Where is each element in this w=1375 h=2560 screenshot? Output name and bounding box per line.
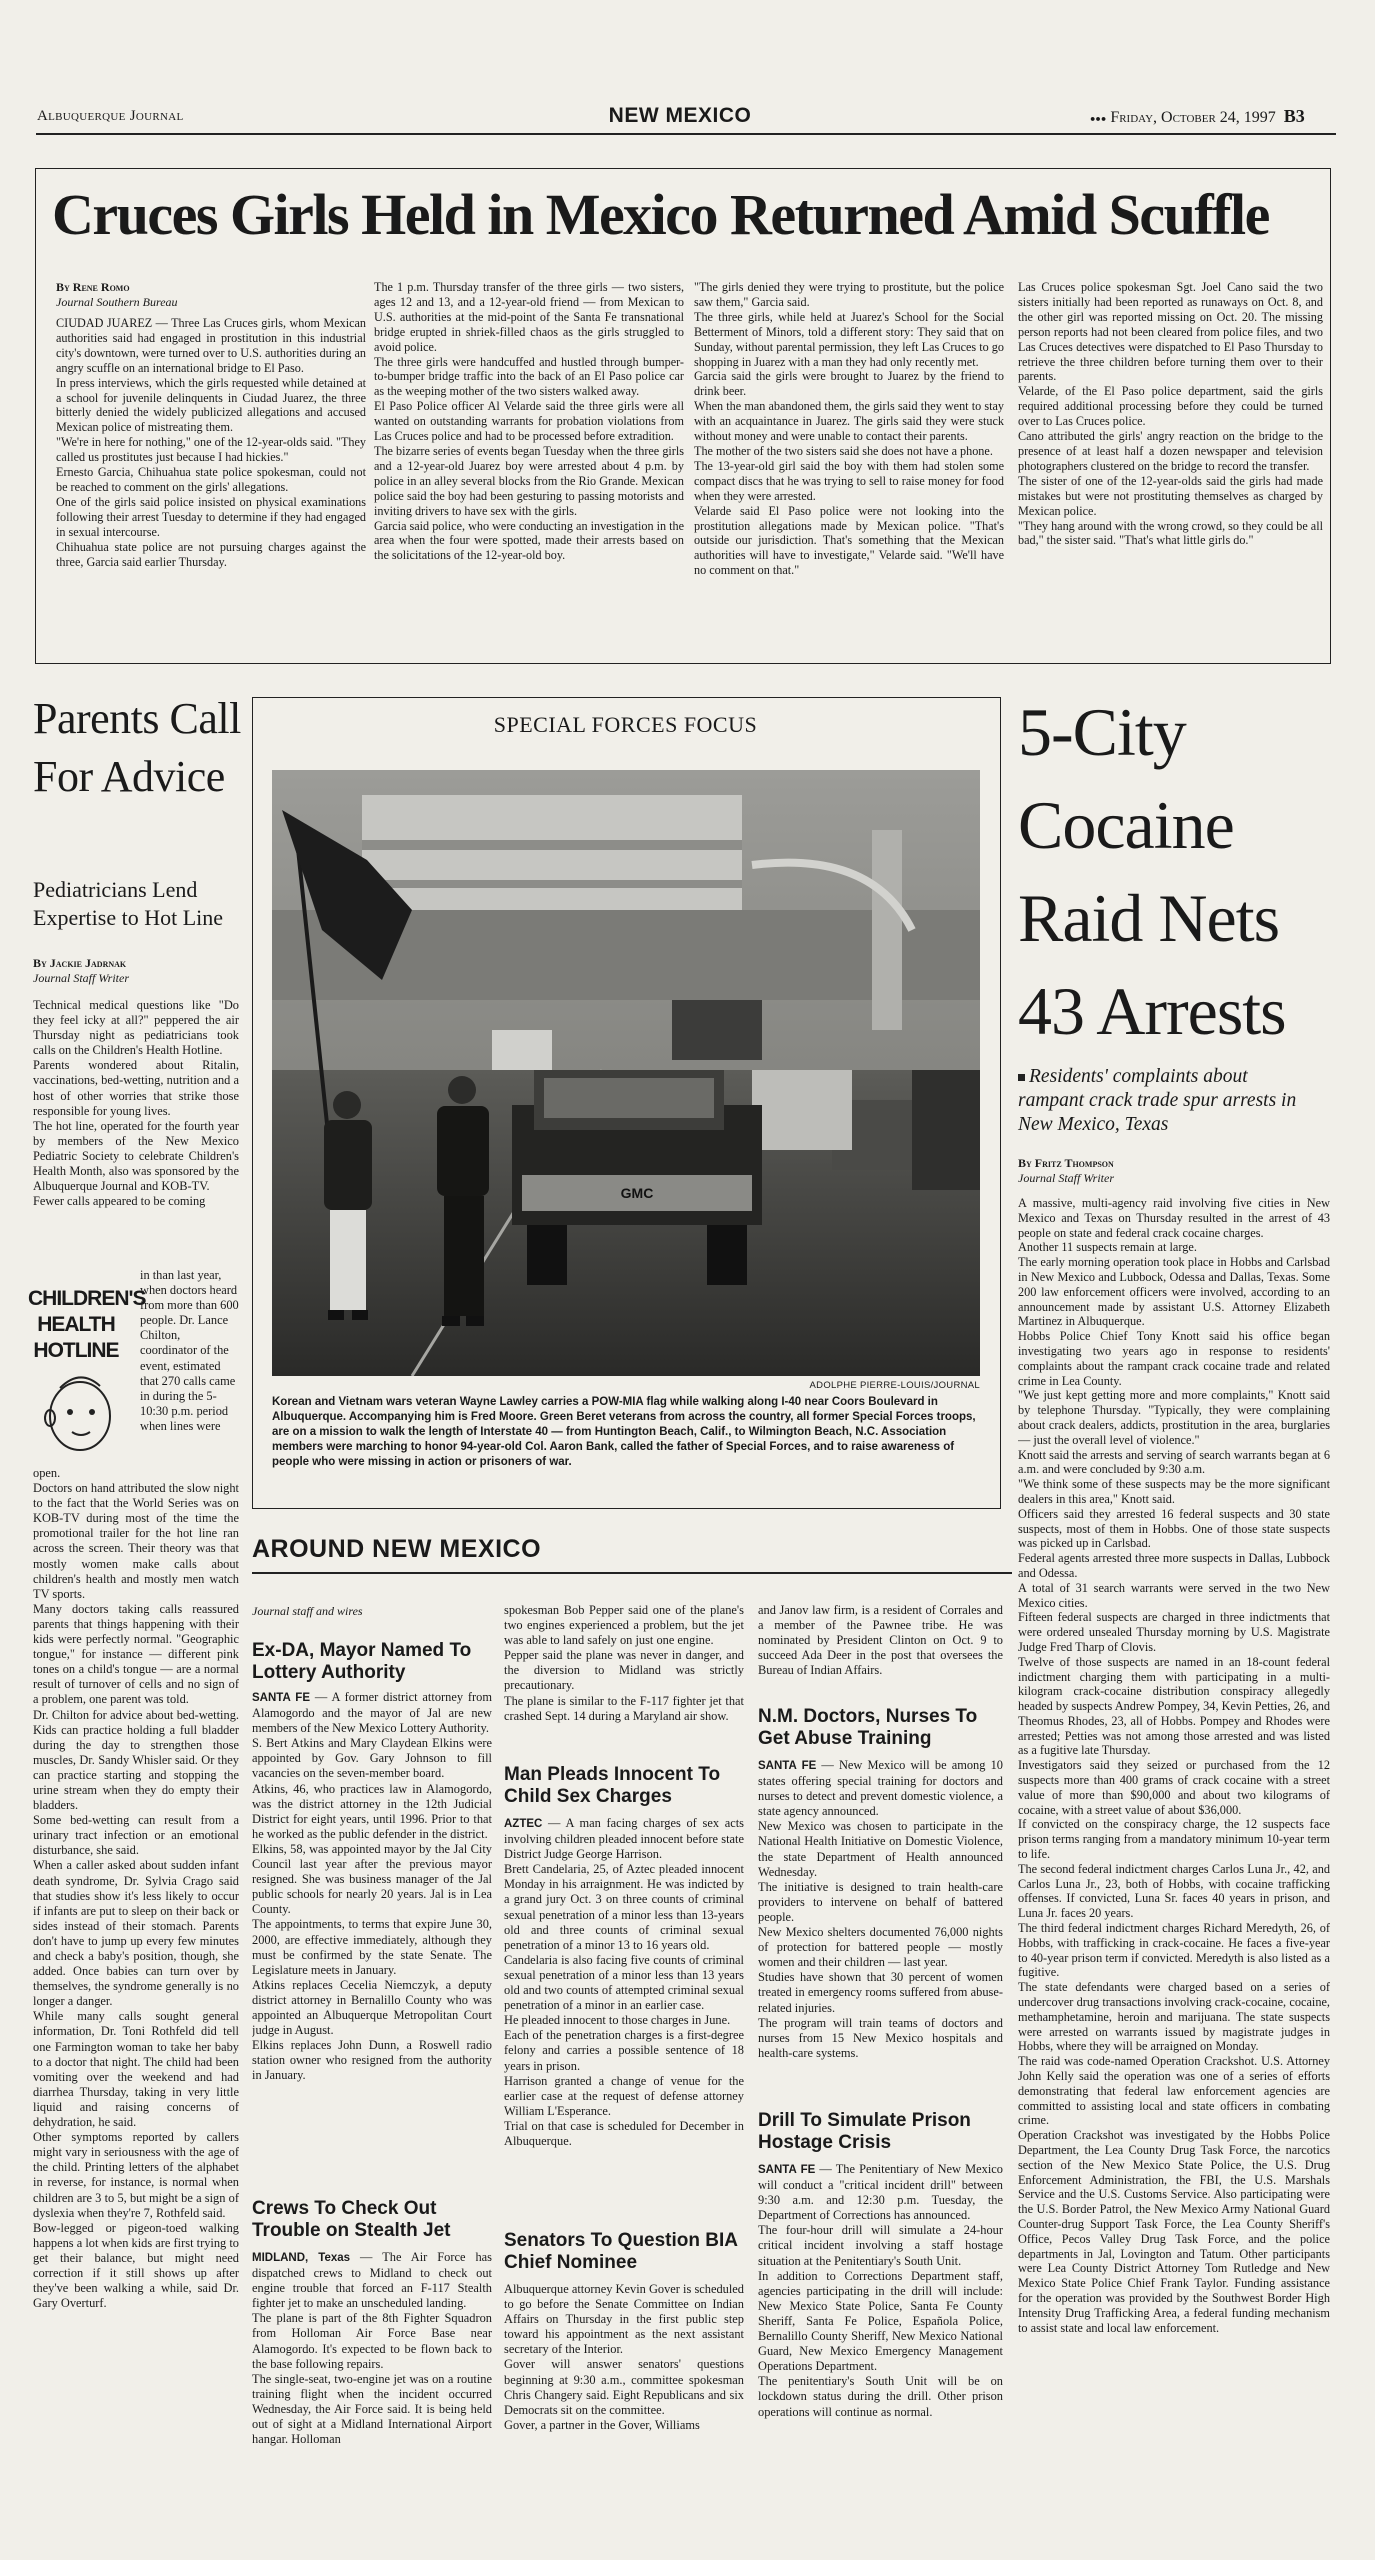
- baby-face-icon: [40, 1366, 120, 1458]
- brief5-text: — New Mexico will be among 10 states offering special training for doctors and nurses to detect and prevent domestic violence, a state agency announced. New Mexico was chosen to participate in the National Health Initiative on Domestic Violence, the state Department of Health announced Wednesday. The initiative is designed to train health-care providers to intervene on behalf of battered people. New Mexico shelters documented 76,000 nights of protection for battered people — mostly women and their children — last year. Studies have shown that 30 percent of women treated in emergency rooms suffered from abuse-related injuries. The program will train teams of doctors and nurses from 15 New Mexico hospitals and health-care systems.: [758, 1758, 1003, 2060]
- section-name: NEW MEXICO: [608, 104, 752, 127]
- story1-col4: Las Cruces police spokesman Sgt. Joel Cano said the two sisters initially had been reported as runaways on Oct. 8, and the other girl was reported missing on Oct. 20. The missing person reports had not been cleared from police files, and two Las Cruces detectives were dispatched to El Paso Thursday to retrieve the three children before turning them over to their parents. Velarde, of the El Paso police department, said the girls required additional processing before they could be turned over to Las Cruces police. Cano attributed the girls' angry reaction on the bridge to the presence of at least half a dozen newspaper and television photographers clustered on the bridge to record the transfer. The sister of one of the 12-year-olds said the girls had made mistakes but were not prostituting themselves as charged by Mexican police. "They hang around with the wrong crowd, so they could be all bad," the sister said. "That's what little girls do.": [1018, 280, 1323, 548]
- brief5-body: [758, 1758, 1003, 2098]
- brief6-dateline: SANTA FE: [758, 2164, 816, 2176]
- brief6-text: — The Penitentiary of New Mexico will conduct a "critical incident drill" between 9:30 a.m. and 12:30 p.m. Tuesday, the Department of Corrections has announced. The four-hour drill will simulate a 24-hour critical incident involving a staff hostage situation at the Penitentiary's South Unit. In addition to Corrections Department staff, agencies participating in the drill will include: New Mexico State Police, Santa Fe County Sheriff, Santa Fe Police, Española Police, Bernalillo County Sheriff, New Mexico National Guard, New Mexico Emergency Management Operations Department. The penitentiary's South Unit will be on lockdown status during the drill. Other prison operations will continue as normal.: [758, 2162, 1003, 2419]
- page-number: B3: [1283, 106, 1305, 126]
- story1-author-title: Journal Southern Bureau: [56, 295, 178, 309]
- brief6-body: [758, 2162, 1003, 2534]
- brief2-continued: spokesman Bob Pepper said one of the plane's two engines experienced a problem, but the jet was able to land safely on just one engine. Pepper said the plane was never in danger, and the diversion to Midland was strictly precautionary. The plane is similar to the F-117 fighter jet that crashed Sept. 14 during a Maryland air show.: [504, 1603, 744, 1723]
- story2-byline: [33, 956, 243, 985]
- story2-author: By Jackie Jadrnak: [33, 956, 127, 970]
- story3-author: By Fritz Thompson: [1018, 1156, 1114, 1170]
- around-staff: Journal staff and wires: [252, 1604, 363, 1618]
- story2-text-top: Technical medical questions like "Do they feel icky at all?" peppered the air Thursday night as pediatricians took calls on the Children's Health Hotline. Parents wondered about Ritalin, vaccinations, bed-wetting, nutrition and a host of other worries that strike those responsible for young lives. The hot line, operated for the fourth year by members of the New Mexico Pediatric Society to celebrate Children's Health Month, also was sponsored by the Albuquerque Journal and KOB-TV. Fewer calls appeared to be coming: [33, 998, 239, 1209]
- story3-deck-text: Residents' complaints about rampant crack trade spur arrests in New Mexico, Texas: [1018, 1066, 1297, 1135]
- story3-body: A massive, multi-agency raid involving five cities in New Mexico and Texas on Thursday resulted in the arrest of 43 people on state and federal crack cocaine charges. Another 11 suspects remain at large. The early morning operation took place in Hobbs and Carlsbad in New Mexico and Lubbock, Odessa and Dallas, Texas. Some 200 law enforcement officers were involved, according to an announcement made by assistant U.S. Attorney Elizabeth Martinez in Albuquerque. Hobbs Police Chief Tony Knott said his office began investigating two years ago in response to residents' complaints about the rampant crack cocaine trade and related crime in Lea County. "We just kept getting more and more complaints," Knott said by telephone Thursday. "Typically, they were complaining about crack dealers, addicts, prostitution in the area, burglaries — just the overall level of violence." Knott said the arrests and serving of search warrants began at 6 a.m. and were concluded by 9:30 a.m. "We think some of these suspects may be the more significant dealers in this area," Knott said. Officers said they arrested 16 federal suspects and 30 state suspects, most of them in Hobbs. One of those state suspects was picked up in Carlsbad. Federal agents arrested three more suspects in Dallas, Lubbock and Odessa. A total of 31 search warrants were served in the two New Mexico cities. Fifteen federal suspects are charged in three indictments that were ordered unsealed Thursday morning by U.S. Magistrate Judge Fred Tharp of Clovis. Twelve of those suspects are named in an 18-count federal indictment charging them with participating in a multi-kilogram crack-cocaine distribution conspiracy allegedly headed by suspects Andrew Pompey, 34, Kevin Petties, 26, and Theomus Rhodes, 23, all of Hobbs. Pompey and Rhodes were arrested; Petties was not among those arrested and was listed as a fugitive late Thursday. Investigators said they seized or purchased from the 12 suspects more than 400 grams of crack cocaine with a street value of more than $90,000 and about two kilograms of cocaine, with a street value of about $36,000. If convicted on the conspiracy charge, the 12 suspects face prison terms ranging from a mandatory minimum 10-year term to life. The second federal indictment charges Carlos Luna Jr., 42, and Carlos Luna Jr., 23, both of Hobbs, with cocaine trafficking offenses. If convicted, Luna Sr. faces 40 years in prison, and Luna Jr. faces 20 years. The third federal indictment charges Richard Meredyth, 26, of Hobbs, with trafficking in crack-cocaine. He faces a five-year to 40-year prison term if convicted. Meredyth is also listed as a fugitive. The state defendants were charged based on a series of undercover drug transactions involving crack-cocaine, cocaine, methamphetamine, heroin and marijuana. The state suspects were arrested on warrants issued by magistrate judges in Hobbs, where they will be arraigned on Monday. The raid was code-named Operation Crackshot. U.S. Attorney John Kelly said the operation was one of a series of efforts demonstrating that federal law enforcement agencies are committed to assisting local and state officers in combating crime. Operation Crackshot was investigated by the Hobbs Police Department, the Lea County Drug Task Force, the narcotics section of the New Mexico State Police, the U.S. Drug Enforcement Administration, the FBI, the U.S. Marshals Service and the U.S. Customs Service. Also participating were the U.S. Border Patrol, the New Mexico Army National Guard Counter-drug Support Task Force, the Lea County Sheriff's Office, Pecos Valley Drug Task Force, and the police departments in Jal, Lovington and Tatum. Other participants were Lea County District Attorney Tom Rutledge and New Mexico State Police Chief Frank Taylor. Funding assistance for the operation was provided by the Southwest Border High Intensity Drug Trafficking Area, a federal funding mechanism to assist state and local law enforcement.: [1018, 1196, 1330, 2335]
- story1-byline: [56, 280, 366, 309]
- brief3-headline: Man Pleads Innocent To Child Sex Charges: [504, 1764, 721, 1807]
- story1-headline: Cruces Girls Held in Mexico Returned Amid Scuffle: [52, 182, 1269, 247]
- brief6-headline: Drill To Simulate Prison Hostage Crisis: [758, 2110, 971, 2153]
- photo-caption: Korean and Vietnam wars veteran Wayne Lawley carries a POW-MIA flag while walking along I-40 near Coors Boulevard in Albuquerque. Accompanying him is Fred Moore. Green Beret veterans from across the country, all former Special Forces troops, are on a mission to walk the length of Interstate 40 — from Huntington Beach, Calif., to Wilmington Beach, N.C. Association members were marching to honor 94-year-old Col. Aaron Bank, called the father of Special Forces, and to raise awareness of people who were missing in action or prisoners of war.: [272, 1396, 976, 1468]
- brief1-text: — A former district attorney from Alamogordo and the mayor of Jal are new members of the New Mexico Lottery Authority. S. Bert Atkins and Mary Claydean Elkins were appointed by Gov. Gary Johnson to fill vacancies on the seven-member board. Atkins, 46, who practices law in Alamogordo, was the district attorney in the 12th Judicial District for eight years, until 1996. Prior to that he worked as the public defender in the district. Elkins, 58, was appointed mayor by the Jal City Council last year after the previous mayor resigned. She was business manager of the Jal public schools for nearly 20 years. Jal is in Lea County. The appointments, to terms that expire June 30, 2000, are effective immediately, although they must be confirmed by the state Senate. The Legislature meets in January. Atkins replaces Cecelia Niemczyk, a deputy district attorney in Bernalillo County who was appointed an Albuquerque Metropolitan Court judge in August. Elkins replaces John Dunn, a Roswell radio station owner who resigned from the authority in January.: [252, 1690, 492, 2083]
- around-rule: [252, 1572, 1012, 1574]
- photo-credit: ADOLPHE PIERRE-LOUIS/JOURNAL: [809, 1380, 980, 1391]
- story2-text-wrap: in than last year, when doctors heard from more than 600 people. Dr. Lance Chilton, coordinator of the event, estimated that 270 calls came in during the 5-10:30 p.m. period when lines were: [140, 1268, 239, 1433]
- issue-date: Friday, October 24, 1997: [1110, 109, 1276, 126]
- story3-headline: 5-City Cocaine Raid Nets 43 Arrests: [1018, 694, 1286, 1049]
- story2-subhead: Pediatricians Lend Expertise to Hot Line: [33, 877, 224, 930]
- brief3-dateline: AZTEC: [504, 1818, 543, 1830]
- header-dateline: [1090, 106, 1305, 127]
- story1-col2: The 1 p.m. Thursday transfer of the three girls — two sisters, ages 12 and 13, and a 12-year-old friend — from Mexican to U.S. authorities at the mid-point of the Santa Fe transnational bridge erupted in shriek-filled chaos as the girls struggled to avoid police. The three girls were handcuffed and hustled through bumper-to-bumper bridge traffic into the back of an El Paso police car as the weeping mother of the two sisters walked away. El Paso Police officer Al Velarde said the three girls were all wanted on outstanding warrants for probation violations from Las Cruces police and had to be processed before extradition. The bizarre series of events began Tuesday when the three girls and a 12-year-old Juarez boy were arrested about 4 p.m. by police in an alley several blocks from the Rio Grande. Mexican police said the boy had been gesturing to passing motorists and inviting drivers to have sex with the girls. Garcia said police, who were conducting an investigation in the area when the four were spotted, made their arrests based on the solicitations of the 12-year-old boy.: [374, 280, 684, 563]
- hotline-logo-text: CHILDREN'S HEALTH HOTLINE: [28, 1287, 146, 1362]
- brief2-headline: Crews To Check Out Trouble on Stealth Jet: [252, 2198, 451, 2241]
- brief3-text: — A man facing charges of sex acts involving children pleaded innocent before state District Judge George Harrison. Brett Candelaria, 25, of Aztec pleaded innocent Monday in his arraignment. He was indicted by a grand jury Oct. 3 on three counts of criminal sexual penetration of a minor less than 13-years old and three counts of criminal sexual penetration of a minor 13 to 16 years old. Candelaria is also facing five counts of criminal sexual penetration of a minor less than 13 years old and two counts of attempted criminal sexual penetration of a minor in an earlier case. He pleaded innocent to those charges in June. Each of the penetration charges is a first-degree felony and carries a possible sentence of 18 years in prison. Harrison granted a change of venue for the earlier case at the request of defense attorney William L'Esperance. Trial on that case is scheduled for December in Albuquerque.: [504, 1816, 744, 2148]
- brief4-headline: Senators To Question BIA Chief Nominee: [504, 2230, 738, 2273]
- story3-author-title: Journal Staff Writer: [1018, 1171, 1114, 1185]
- brief2-dateline: MIDLAND, Texas: [252, 2252, 351, 2264]
- brief5-dateline: SANTA FE: [758, 1760, 817, 1772]
- story2-headline: Parents Call For Advice: [33, 694, 241, 801]
- story3-deck: [1018, 1065, 1318, 1137]
- brief1-dateline: SANTA FE: [252, 1692, 310, 1704]
- story2-author-title: Journal Staff Writer: [33, 971, 129, 985]
- brief4-body: Albuquerque attorney Kevin Gover is scheduled to go before the Senate Committee on Indian Affairs on Thursday in the first public step toward his appointment as the next assistant secretary of the Interior. Gover will answer senators' questions beginning at 9:30 a.m., committee spokesman Chris Changery said. Eight Republicans and six Democrats sit on the committee. Gover, a partner in the Gover, Williams: [504, 2282, 744, 2432]
- story1-col1: CIUDAD JUAREZ — Three Las Cruces girls, whom Mexican authorities said had engaged in prostitution in this industrial city's downtown, were turned over to U.S. authorities during an angry scuffle on an international bridge to El Paso. In press interviews, which the girls requested while detained at a school for juvenile delinquents in Ciudad Juarez, the three bitterly denied the widely publicized allegations and accused Mexican police of mistreating them. "We're in here for nothing," one of the 12-year-olds said. "They called us prostitutes just because I had hickies." Ernesto Garcia, Chihuahua state police spokesman, could not be reached to comment on the girls' allegations. One of the girls said police insisted on physical examinations following their arrest Tuesday to determine if they had engaged in sexual intercourse. Chihuahua state police are not pursuing charges against the three, Garcia said earlier Thursday.: [56, 316, 366, 569]
- header-dots: ●●●: [1090, 113, 1107, 124]
- header-rule: [36, 133, 1336, 135]
- brief4-continued: and Janov law firm, is a resident of Corrales and a member of the Pawnee tribe. He was nominated by President Clinton on Oct. 9 to succeed Ada Deer in the post that oversees the Bureau of Indian Affairs.: [758, 1603, 1003, 1678]
- brief2-body: [252, 2250, 492, 2536]
- deck-bullet-icon: [1018, 1074, 1025, 1081]
- brief1-body: [252, 1690, 492, 2160]
- story1-author: By Rene Romo: [56, 280, 130, 294]
- brief1-headline: Ex-DA, Mayor Named To Lottery Authority: [252, 1640, 472, 1683]
- brief3-body: [504, 1816, 744, 2218]
- brief2-text: — The Air Force has dispatched crews to Midland to check out engine trouble that forced an F-117 Stealth fighter jet to make an unscheduled landing. The plane is part of the 8th Fighter Squadron from Holloman Air Force Base near Alamogordo. It's expected to be flown back to the base following repairs. The single-seat, two-engine jet was on a routine training flight when the incident occurred Wednesday, the Air Force said. It is being held out of sight at a Midland International Airport hangar. Holloman: [252, 2250, 492, 2447]
- story1-col3: "The girls denied they were trying to prostitute, but the police saw them," Garcia said. The three girls, while held at Juarez's School for the Social Betterment of Minors, told a different story: They said that on Sunday, without parental permission, they left Las Cruces to go shopping in Juarez with a man they had only recently met. Garcia said the girls were brought to Juarez by the friend to drink beer. When the man abandoned them, the girls said they went to stay with an acquaintance in Juarez. The girls said they were stuck without money and were unable to contact their parents. The mother of the two sisters said she does not have a phone. The 13-year-old girl said the boy with them had stolen some compact discs that he was trying to sell to raise money for food when they were arrested. Velarde said El Paso police were not looking into the prostitution allegations made by Mexican police. "That's outside our jurisdiction. That's something that the Mexican authorities will have to investigate," Velarde said. "We'll have no comment on that.": [694, 280, 1004, 578]
- story2-text-bottom: open. Doctors on hand attributed the slow night to the fact that the World Series was on KOB-TV during most of the time the promotional trailer for the hot line ran across the screen. Their theory was that mostly women make calls about children's health and mostly men watch TV sports. Many doctors taking calls reassured parents that things happening with their kids were perfectly normal. "Geographic tongue," for instance — different pink tones on a child's tongue — are a normal result of turnover of cells and no sign of a problem, one parent was told. Dr. Chilton for advice about bed-wetting. Kids can practice holding a full bladder during the day to strengthen those muscles, Dr. Sandy Whisler said. Or they can practice starting and stopping the urine stream when they do empty their bladders. Some bed-wetting can result from a urinary tract infection or an emotional disturbance, she said. When a caller asked about sudden infant death syndrome, Dr. Sylvia Crago said that studies show it's less likely to occur if infants are put to sleep on their back or sides instead of their stomach. Parents don't have to jump up every few minutes and check a baby's position, though, she added. Once babies can turn over by themselves, the syndrome generally is no longer a danger. While many calls sought general information, Dr. Toni Rothfeld did tell one Farmington woman to take her baby to a doctor that night. The child had been vomiting over the weekend and had diarrhea Thursday, taking in very little liquid and raising concerns of dehydration, he said. Other symptoms reported by callers might vary in seriousness with the age of the child. Printing letters of the alphabet in reverse, for instance, is normal when children are 3 to 5, but might be a sign of dyslexia when they're 7, Rothfeld said. Bow-legged or pigeon-toed walking happens a lot when kids are first trying to get their balance, but might need correction if it still shows up after they've been walking a while, said Dr. Gary Overturf.: [33, 1466, 239, 2311]
- story3-byline: [1018, 1156, 1328, 1185]
- special-forces-photo: [272, 770, 980, 1376]
- children-health-hotline-logo: [28, 1286, 146, 1466]
- paper-name: Albuquerque Journal: [37, 108, 184, 124]
- truck-grille-logo: GMC: [620, 1185, 654, 1201]
- photo-header: SPECIAL FORCES FOCUS: [493, 712, 758, 737]
- brief5-headline: N.M. Doctors, Nurses To Get Abuse Training: [758, 1706, 978, 1749]
- around-heading: AROUND NEW MEXICO: [252, 1535, 542, 1563]
